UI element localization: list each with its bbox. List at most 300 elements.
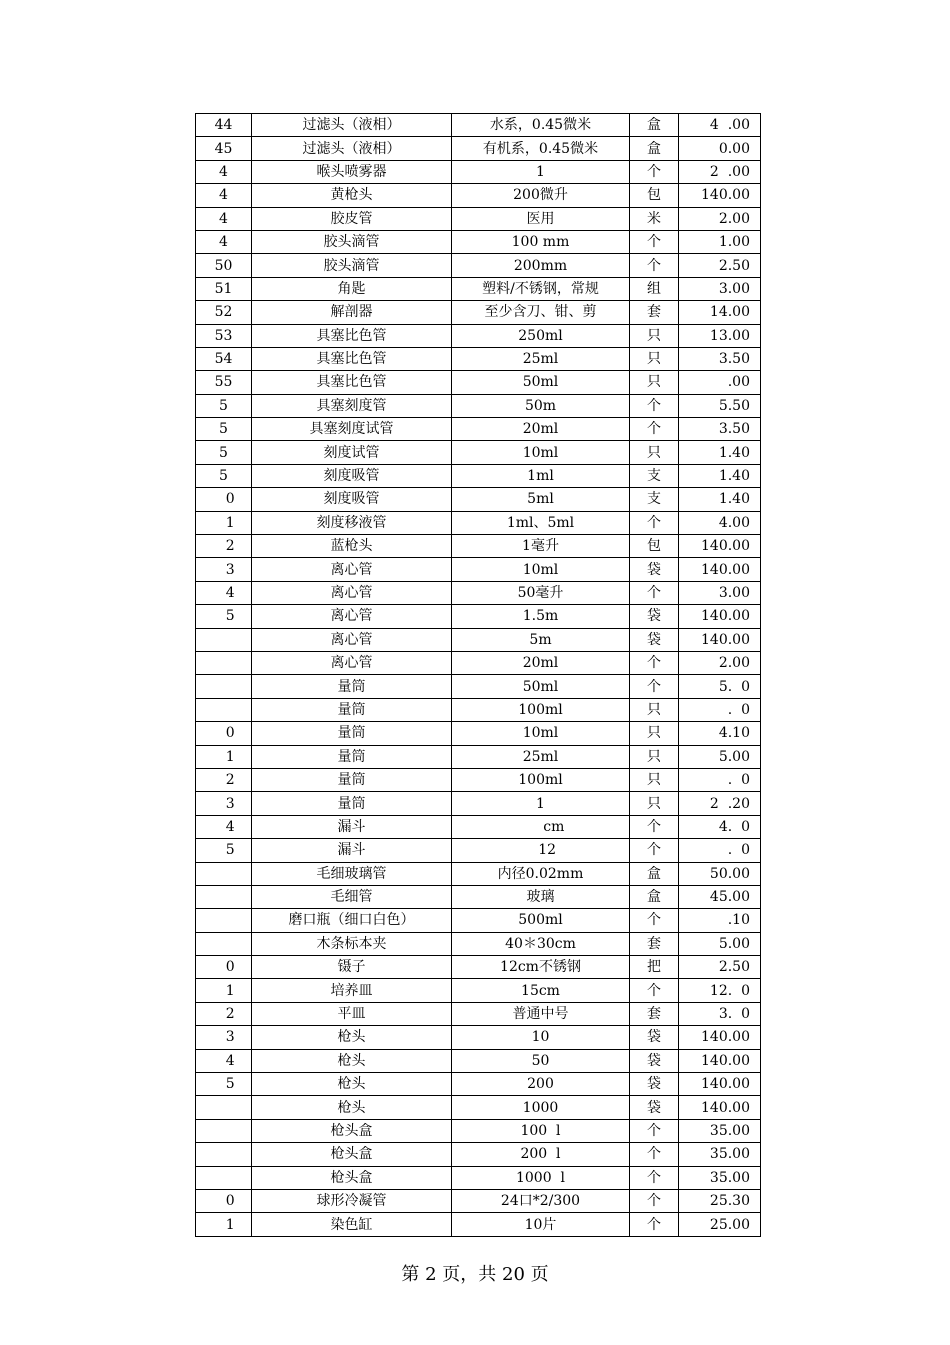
item-price-cell [679, 1096, 761, 1119]
item-spec-cell [452, 1096, 630, 1119]
item-name-cell [252, 277, 452, 300]
item-unit: 个 [647, 421, 661, 438]
item-name-cell [252, 464, 452, 487]
item-price: 140.00 [701, 1029, 750, 1046]
item-spec-cell [452, 909, 630, 932]
item-name: 枪头 [337, 1052, 366, 1069]
item-price: 2 .00 [709, 163, 750, 180]
item-unit: 套 [647, 935, 661, 952]
item-spec-cell [452, 324, 630, 347]
item-spec-cell [452, 956, 630, 979]
item-unit-cell [630, 768, 679, 791]
item-price-cell [679, 605, 761, 628]
item-name-cell [252, 1189, 452, 1212]
item-price: 3.50 [718, 421, 750, 438]
item-name: 染色缸 [330, 1216, 373, 1233]
table-row [196, 137, 761, 160]
item-spec: 100 mm [511, 234, 570, 251]
row-number-cell [196, 137, 252, 160]
item-unit-cell [630, 277, 679, 300]
item-name: 木条标本夹 [316, 935, 387, 952]
item-spec: 200 l [520, 1146, 561, 1163]
row-number-cell [196, 1143, 252, 1166]
item-unit-cell [630, 698, 679, 721]
item-name: 毛细玻璃管 [316, 865, 387, 882]
item-name: 离心管 [330, 608, 373, 625]
item-spec: 100ml [518, 701, 563, 718]
row-number: 4 [219, 187, 228, 204]
item-unit-cell [630, 792, 679, 815]
row-number-cell [196, 301, 252, 324]
row-number: 1 [212, 514, 235, 531]
row-number: 53 [214, 327, 233, 344]
row-number: 4 [219, 234, 228, 251]
item-price: 2 .20 [709, 795, 750, 812]
item-name: 量筒 [337, 678, 366, 695]
item-price: 3.50 [718, 351, 750, 368]
item-price: 140.00 [701, 631, 750, 648]
page-footer: 第 2 页，共 20 页 [401, 1264, 549, 1285]
item-price: 25.00 [709, 1216, 750, 1233]
item-unit-cell [630, 464, 679, 487]
row-number: 5 [212, 842, 235, 859]
table-row [196, 932, 761, 955]
item-spec-cell [452, 511, 630, 534]
item-unit-cell [630, 511, 679, 534]
item-spec-cell [452, 418, 630, 441]
item-unit: 盒 [647, 117, 661, 134]
item-spec: 500ml [518, 912, 563, 929]
row-number-cell [196, 862, 252, 885]
item-name-cell [252, 347, 452, 370]
table-row [196, 581, 761, 604]
row-number: 5 [219, 444, 228, 461]
table-row [196, 792, 761, 815]
item-price-cell [679, 839, 761, 862]
item-name-cell [252, 1026, 452, 1049]
table-row [196, 511, 761, 534]
item-spec: 50ml [522, 374, 559, 391]
item-name-cell [252, 745, 452, 768]
item-spec: 5m [529, 631, 552, 648]
item-spec-cell [452, 1026, 630, 1049]
item-price: 4 .00 [709, 117, 750, 134]
price-table [195, 113, 761, 1237]
table-row [196, 441, 761, 464]
item-unit: 把 [647, 959, 661, 976]
item-name-cell [252, 558, 452, 581]
item-price-cell [679, 1026, 761, 1049]
item-unit: 个 [647, 163, 661, 180]
item-unit: 只 [647, 701, 661, 718]
item-spec: 40＊30cm [505, 935, 576, 952]
item-unit-cell [630, 862, 679, 885]
table-row [196, 488, 761, 511]
item-price-cell [679, 137, 761, 160]
item-unit-cell [630, 651, 679, 674]
row-number: 52 [214, 304, 233, 321]
table-row [196, 1049, 761, 1072]
row-number-cell [196, 1213, 252, 1236]
item-price-cell [679, 1213, 761, 1236]
item-price: 5.50 [718, 397, 750, 414]
item-name: 蓝枪头 [330, 538, 373, 555]
item-spec: 20ml [522, 421, 559, 438]
item-name: 磨口瓶（细口白色） [288, 912, 415, 929]
row-number-cell [196, 418, 252, 441]
table-row [196, 1026, 761, 1049]
item-price-cell [679, 792, 761, 815]
item-spec-cell [452, 160, 630, 183]
row-number: 5 [212, 1076, 235, 1093]
item-name: 离心管 [330, 655, 373, 672]
item-spec-cell [452, 862, 630, 885]
item-spec-cell [452, 230, 630, 253]
row-number-cell [196, 1189, 252, 1212]
item-spec: 医用 [526, 210, 555, 227]
item-spec: 内径0.02mm [497, 865, 584, 882]
item-price-cell [679, 722, 761, 745]
item-price: 35.00 [709, 1122, 750, 1139]
item-unit: 袋 [647, 608, 661, 625]
item-spec: 10ml [522, 444, 559, 461]
item-name: 刻度移液管 [316, 514, 387, 531]
table-row [196, 277, 761, 300]
item-spec-cell [452, 488, 630, 511]
item-name: 枪头 [337, 1076, 366, 1093]
item-unit-cell [630, 418, 679, 441]
item-unit: 支 [647, 468, 661, 485]
item-price-cell [679, 768, 761, 791]
item-price: 1.40 [718, 468, 750, 485]
item-name-cell [252, 698, 452, 721]
item-price: 3.00 [718, 585, 750, 601]
item-spec-cell [452, 722, 630, 745]
item-unit-cell [630, 1073, 679, 1096]
item-name-cell [252, 792, 452, 815]
item-unit-cell [630, 371, 679, 394]
table-row [196, 371, 761, 394]
item-unit: 只 [647, 327, 661, 344]
item-price-cell [679, 651, 761, 674]
row-number-cell [196, 160, 252, 183]
item-unit-cell [630, 184, 679, 207]
table-row [196, 301, 761, 324]
item-name: 刻度试管 [323, 444, 380, 461]
row-number: 1 [212, 982, 235, 999]
row-number: 5 [219, 397, 228, 414]
row-number: 4 [212, 818, 235, 835]
item-price: 4.10 [718, 725, 750, 742]
item-unit: 袋 [647, 1029, 661, 1046]
table-row [196, 1073, 761, 1096]
item-spec-cell [452, 184, 630, 207]
row-number-cell [196, 1026, 252, 1049]
item-name-cell [252, 394, 452, 417]
item-name: 漏斗 [337, 818, 366, 835]
item-unit: 袋 [647, 561, 661, 578]
item-name-cell [252, 628, 452, 651]
item-name-cell [252, 1166, 452, 1189]
item-name-cell [252, 230, 452, 253]
row-number-cell [196, 114, 252, 137]
item-unit: 盒 [647, 865, 661, 882]
item-name: 镊子 [337, 959, 366, 976]
table-row [196, 1213, 761, 1236]
table-row [196, 254, 761, 277]
item-unit-cell [630, 839, 679, 862]
table-row [196, 324, 761, 347]
item-price-cell [679, 160, 761, 183]
item-name-cell [252, 301, 452, 324]
item-price: 0.00 [718, 140, 750, 157]
item-name: 胶头滴管 [323, 234, 380, 251]
item-name-cell [252, 371, 452, 394]
item-name-cell [252, 768, 452, 791]
item-spec: 100ml [518, 772, 563, 789]
item-spec-cell [452, 698, 630, 721]
item-spec: 100 l [520, 1122, 561, 1139]
item-unit-cell [630, 1119, 679, 1142]
item-unit: 只 [647, 351, 661, 368]
item-price-cell [679, 1073, 761, 1096]
item-unit-cell [630, 1049, 679, 1072]
item-price-cell [679, 1143, 761, 1166]
item-price-cell [679, 114, 761, 137]
item-name: 量筒 [337, 725, 366, 742]
row-number-cell [196, 464, 252, 487]
item-name-cell [252, 1073, 452, 1096]
item-name: 漏斗 [337, 842, 366, 859]
item-price-cell [679, 301, 761, 324]
item-name: 枪头 [337, 1029, 366, 1046]
item-unit-cell [630, 605, 679, 628]
row-number-cell [196, 1119, 252, 1142]
item-spec-cell [452, 1049, 630, 1072]
item-spec-cell [452, 605, 630, 628]
item-name: 枪头盒 [330, 1169, 373, 1186]
table-row [196, 768, 761, 791]
item-name-cell [252, 254, 452, 277]
item-unit: 个 [647, 257, 661, 274]
item-unit-cell [630, 675, 679, 698]
row-number-cell [196, 488, 252, 511]
row-number-cell [196, 909, 252, 932]
item-price: 3. 0 [718, 1006, 750, 1023]
item-unit-cell [630, 1096, 679, 1119]
item-spec-cell [452, 394, 630, 417]
item-unit-cell [630, 1166, 679, 1189]
item-spec-cell [452, 1189, 630, 1212]
table-row [196, 862, 761, 885]
item-price: 140.00 [701, 1099, 750, 1116]
item-spec-cell [452, 675, 630, 698]
item-spec: 1000 [522, 1099, 559, 1116]
row-number: 4 [219, 210, 228, 227]
item-unit-cell [630, 230, 679, 253]
item-unit: 支 [647, 491, 661, 508]
row-number-cell [196, 932, 252, 955]
item-unit-cell [630, 979, 679, 1002]
item-spec: 1.5m [522, 608, 559, 625]
item-unit: 只 [647, 725, 661, 742]
item-price-cell [679, 1049, 761, 1072]
item-name: 具塞刻度试管 [309, 421, 394, 438]
item-price: 35.00 [709, 1169, 750, 1186]
item-spec-cell [452, 137, 630, 160]
item-name-cell [252, 605, 452, 628]
row-number-cell [196, 1073, 252, 1096]
row-number: 3 [212, 561, 235, 578]
item-unit: 个 [647, 912, 661, 929]
item-unit-cell [630, 815, 679, 838]
row-number-cell [196, 1002, 252, 1025]
item-unit: 个 [647, 514, 661, 531]
item-name-cell [252, 862, 452, 885]
item-unit: 个 [647, 655, 661, 672]
item-price-cell [679, 628, 761, 651]
item-spec: 25ml [522, 748, 559, 765]
row-number-cell [196, 839, 252, 862]
item-price: 1.40 [718, 491, 750, 508]
item-price: 45.00 [709, 889, 750, 906]
item-name-cell [252, 184, 452, 207]
item-spec-cell [452, 979, 630, 1002]
row-number-cell [196, 558, 252, 581]
item-name-cell [252, 511, 452, 534]
item-price: 140.00 [701, 538, 750, 555]
item-spec: 24口*2/300 [500, 1193, 581, 1210]
item-price-cell [679, 1119, 761, 1142]
row-number: 2 [212, 772, 235, 789]
item-name: 喉头喷雾器 [316, 163, 387, 180]
item-name-cell [252, 137, 452, 160]
table-row [196, 745, 761, 768]
item-spec-cell [452, 1119, 630, 1142]
item-unit: 袋 [647, 631, 661, 648]
item-price: 2.50 [718, 959, 750, 976]
item-spec: 250ml [518, 327, 563, 344]
item-unit-cell [630, 441, 679, 464]
row-number-cell [196, 698, 252, 721]
item-name-cell [252, 207, 452, 230]
row-number-cell [196, 722, 252, 745]
item-price-cell [679, 885, 761, 908]
item-price: 140.00 [701, 1052, 750, 1069]
row-number-cell [196, 651, 252, 674]
row-number: 4 [219, 163, 228, 180]
row-number: 51 [214, 280, 233, 297]
item-spec-cell [452, 464, 630, 487]
item-spec-cell [452, 885, 630, 908]
item-spec-cell [452, 277, 630, 300]
item-spec-cell [452, 1143, 630, 1166]
item-unit: 只 [647, 374, 661, 391]
item-spec-cell [452, 1166, 630, 1189]
item-name: 过滤头（液相） [302, 117, 401, 134]
table-row [196, 605, 761, 628]
item-unit: 袋 [647, 1076, 661, 1093]
item-price: 14.00 [709, 304, 750, 321]
item-spec-cell [452, 768, 630, 791]
table-row [196, 815, 761, 838]
item-unit-cell [630, 347, 679, 370]
item-name: 量筒 [337, 748, 366, 765]
item-price: 2.00 [718, 210, 750, 227]
row-number: 0 [212, 1193, 235, 1210]
item-spec-cell [452, 301, 630, 324]
item-spec-cell [452, 792, 630, 815]
row-number-cell [196, 441, 252, 464]
item-name: 毛细管 [330, 889, 373, 906]
item-unit-cell [630, 722, 679, 745]
item-price-cell [679, 254, 761, 277]
table-row [196, 464, 761, 487]
item-price: 35.00 [709, 1146, 750, 1163]
table-row [196, 394, 761, 417]
item-price-cell [679, 932, 761, 955]
row-number-cell [196, 792, 252, 815]
table-row [196, 956, 761, 979]
item-unit: 组 [647, 280, 661, 297]
item-spec-cell [452, 628, 630, 651]
item-unit-cell [630, 1002, 679, 1025]
item-name: 平皿 [337, 1006, 366, 1023]
item-spec-cell [452, 441, 630, 464]
item-unit: 个 [647, 1146, 661, 1163]
item-spec: 20ml [522, 655, 559, 672]
item-price-cell [679, 815, 761, 838]
item-price-cell [679, 418, 761, 441]
item-price-cell [679, 581, 761, 604]
table-row [196, 1143, 761, 1166]
row-number-cell [196, 956, 252, 979]
item-price: 140.00 [701, 608, 750, 625]
item-price: 4.00 [718, 514, 750, 531]
table-row [196, 1096, 761, 1119]
table-row [196, 535, 761, 558]
item-price: . 0 [727, 842, 750, 859]
item-unit-cell [630, 324, 679, 347]
row-number-cell [196, 184, 252, 207]
item-price-cell [679, 535, 761, 558]
table-row [196, 651, 761, 674]
item-price-cell [679, 184, 761, 207]
row-number-cell [196, 605, 252, 628]
item-spec: 50m [524, 397, 557, 414]
row-number: 3 [212, 795, 235, 812]
item-name: 枪头盒 [330, 1146, 373, 1163]
row-number: 1 [212, 1216, 235, 1233]
item-price: 5. 0 [718, 678, 750, 695]
item-spec: cm [516, 818, 565, 835]
table-row [196, 558, 761, 581]
row-number-cell [196, 371, 252, 394]
item-name: 胶头滴管 [323, 257, 380, 274]
row-number-cell [196, 347, 252, 370]
row-number: 0 [212, 491, 235, 508]
item-unit: 个 [647, 678, 661, 695]
item-spec-cell [452, 254, 630, 277]
row-number: 44 [214, 117, 233, 134]
item-name-cell [252, 1213, 452, 1236]
item-unit-cell [630, 1189, 679, 1212]
item-name: 具塞比色管 [316, 374, 387, 391]
row-number-cell [196, 394, 252, 417]
item-spec: 1 [536, 795, 545, 812]
item-price: 4. 0 [718, 818, 750, 835]
item-price: 12. 0 [709, 982, 750, 999]
